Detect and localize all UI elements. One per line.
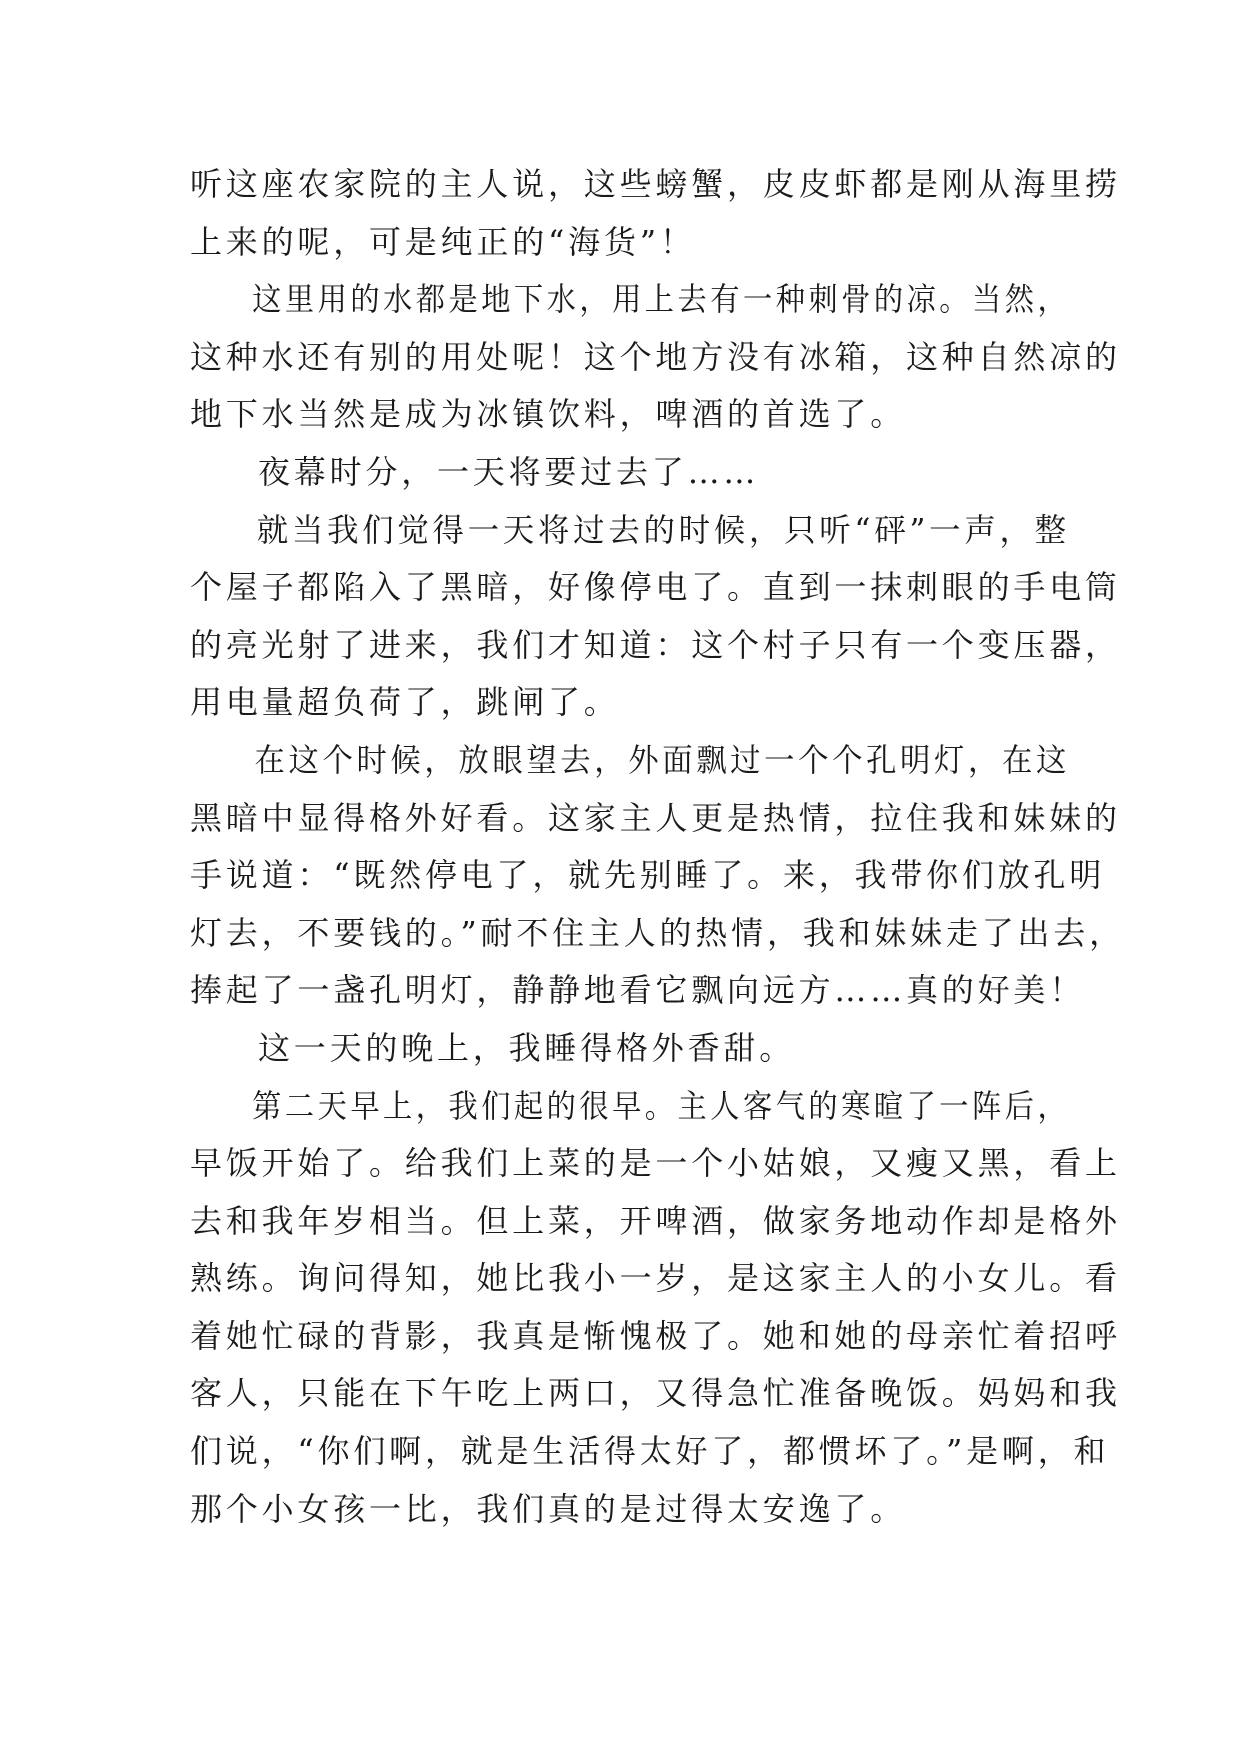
text-line: 们说，“你们啊，就是生活得太好了，都惯坏了。”是啊，和 — [190, 1432, 1110, 1471]
text-line: 灯去，不要钱的。”耐不住主人的热情，我和妹妹走了出去， — [190, 913, 1125, 952]
text-line: 的亮光射了进来，我们才知道：这个村子只有一个变压器， — [190, 625, 1121, 664]
text-line: 听这座农家院的主人说，这些螃蟹，皮皮虾都是刚从海里捞 — [190, 165, 1121, 203]
body-text — [190, 156, 1125, 1538]
paragraph-first-line: 夜幕时分，一天将要过去了…… — [258, 452, 760, 491]
text-line: 捧起了一盏孔明灯，静静地看它飘向远方……真的好美！ — [190, 971, 1086, 1010]
text-line: 个屋子都陷入了黑暗，好像停电了。直到一抹刺眼的手电筒 — [190, 568, 1121, 607]
text-line: 那个小女孩一比，我们真的是过得太安逸了。 — [190, 1489, 907, 1528]
text-line: 着她忙碌的背影，我真是惭愧极了。她和她的母亲忙着招呼 — [190, 1316, 1121, 1355]
paragraph-first-line: 在这个时候，放眼望去，外面飘过一个个孔明灯，在这 — [254, 740, 1070, 779]
paragraph-first-line: 第二天早上，我们起的很早。主人客气的寒暄了一阵后， — [252, 1086, 1071, 1125]
text-line: 地下水当然是成为冰镇饮料，啤酒的首选了。 — [190, 395, 907, 434]
text-line: 用电量超负荷了，跳闸了。 — [190, 683, 620, 722]
text-line: 客人，只能在下午吃上两口，又得急忙准备晚饭。妈妈和我 — [190, 1374, 1121, 1413]
paragraph-first-line: 就当我们觉得一天将过去的时候，只听“砰”一声，整 — [256, 510, 1070, 549]
text-line: 熟练。询问得知，她比我小一岁，是这家主人的小女儿。看 — [190, 1259, 1121, 1298]
text-line: 上来的呢，可是纯正的“海货”！ — [190, 222, 696, 261]
text-line: 去和我年岁相当。但上菜，开啤酒，做家务地动作却是格外 — [190, 1201, 1121, 1240]
text-line: 黑暗中显得格外好看。这家主人更是热情，拉住我和妹妹的 — [190, 798, 1121, 837]
text-line: 早饭开始了。给我们上菜的是一个小姑娘，又瘦又黑，看上 — [190, 1144, 1121, 1183]
text-line: 手说道：“既然停电了，就先别睡了。来，我带你们放孔明 — [190, 856, 1106, 895]
paragraph-first-line: 这一天的晚上，我睡得格外香甜。 — [258, 1028, 796, 1067]
text-line: 这种水还有别的用处呢！这个地方没有冰箱，这种自然凉的 — [190, 337, 1121, 376]
paragraph-first-line: 这里用的水都是地下水，用上去有一种刺骨的凉。当然， — [252, 280, 1071, 319]
